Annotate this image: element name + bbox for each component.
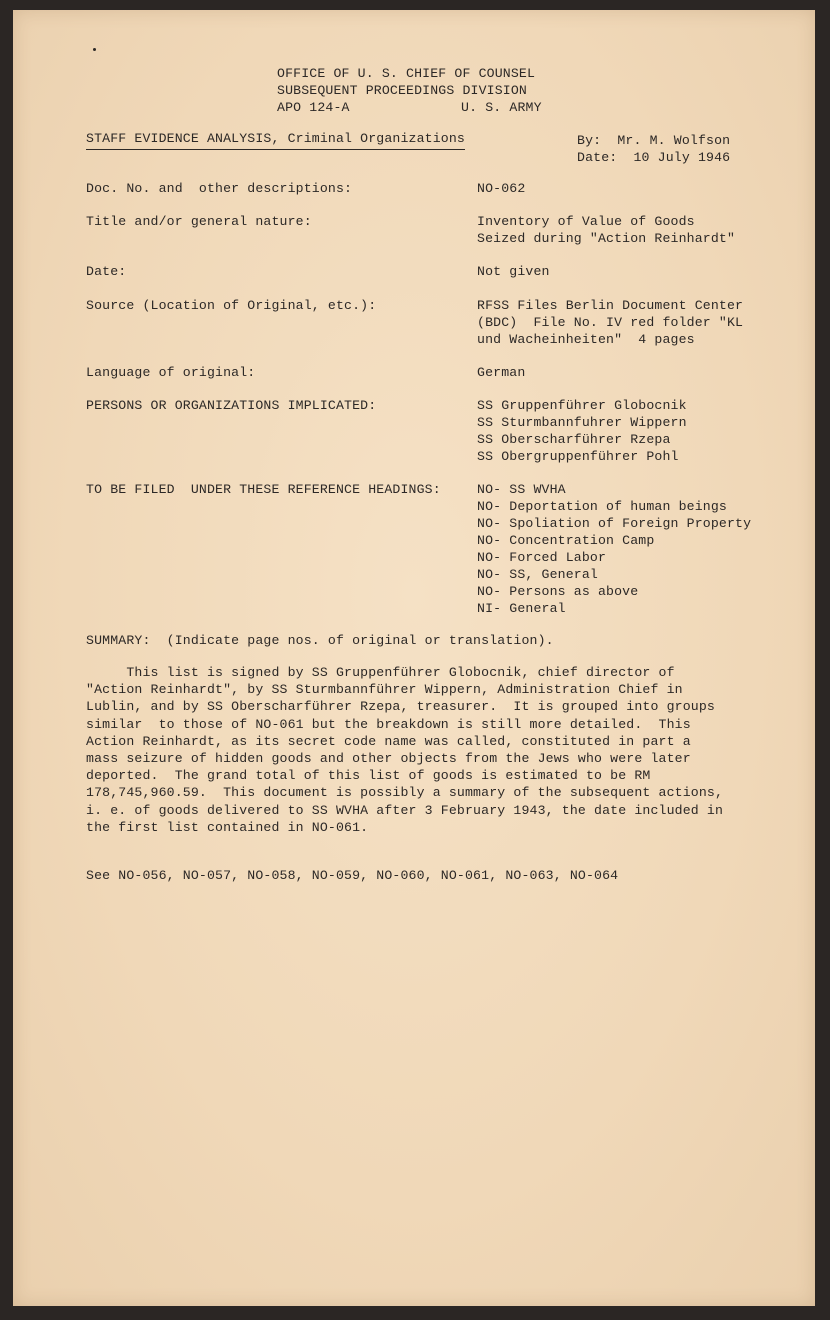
author-line: By: Mr. M. Wolfson [577,133,731,148]
list-item: NO- Deportation of human beings [477,499,727,514]
list-item: NO- SS, General [477,567,598,582]
summary-line: mass seizure of hidden goods and other objects from the Jews who were later [86,751,691,767]
persons-list [477,397,687,465]
date-label: Date: [86,264,127,279]
headings-label: TO BE FILED UNDER THESE REFERENCE HEADINGS: [86,482,441,497]
summary-paragraph [86,664,756,836]
ink-speck [93,48,96,51]
list-item: NO- SS WVHA [477,482,566,497]
summary-line: Action Reinhardt, as its secret code name was called, constituted in part a [86,733,691,749]
source-value-line2: (BDC) File No. IV red folder "KL [477,315,744,330]
see-also-references: See NO-056, NO-057, NO-058, NO-059, NO-060, NO-061, NO-063, NO-064 [86,868,619,883]
title-value-line1: Inventory of Value of Goods [477,214,695,229]
list-item: NI- General [477,601,566,616]
list-item: NO- Persons as above [477,584,639,599]
list-item: SS Obergruppenführer Pohl [477,449,679,464]
list-item: NO- Forced Labor [477,550,607,565]
list-item: SS Oberscharführer Rzepa [477,432,671,447]
date-line: Date: 10 July 1946 [577,150,731,165]
analysis-title: STAFF EVIDENCE ANALYSIS, Criminal Organizations [86,130,465,150]
persons-label: PERSONS OR ORGANIZATIONS IMPLICATED: [86,398,377,413]
language-value: German [477,365,526,380]
list-item: SS Sturmbannfuhrer Wippern [477,415,687,430]
summary-line: Lublin, and by SS Oberscharführer Rzepa, treasurer. It is grouped into groups [86,699,715,715]
summary-line: similar to those of NO-061 but the breakdown is still more detailed. This [86,716,691,732]
title-value-line2: Seized during "Action Reinhardt" [477,231,736,246]
list-item: NO- Spoliation of Foreign Property [477,516,752,531]
language-label: Language of original: [86,365,256,380]
summary-line: deported. The grand total of this list of goods is estimated to be RM [86,768,651,784]
header-office: OFFICE OF U. S. CHIEF OF COUNSEL [277,66,536,81]
summary-line: This list is signed by SS Gruppenführer Globocnik, chief director of [86,665,675,680]
title-label: Title and/or general nature: [86,214,312,229]
header-apo: APO 124-A [277,100,350,115]
summary-line: "Action Reinhardt", by SS Sturmbannführer Wippern, Administration Chief in [86,682,683,698]
source-value-line1: RFSS Files Berlin Document Center [477,298,744,313]
list-item: SS Gruppenführer Globocnik [477,398,687,413]
date-value: Not given [477,264,550,279]
header-army: U. S. ARMY [461,100,542,115]
source-label: Source (Location of Original, etc.): [86,298,377,313]
document-page [13,10,815,1306]
summary-line: 178,745,960.59. This document is possibly a summary of the subsequent actions, [86,785,724,801]
summary-line: i. e. of goods delivered to SS WVHA after 3 February 1943, the date included in [86,802,724,818]
headings-list [477,481,751,617]
source-value-line3: und Wacheinheiten" 4 pages [477,332,695,347]
doc-no-value: NO-062 [477,181,526,196]
summary-label: SUMMARY: (Indicate page nos. of original or translation). [86,633,554,648]
header-division: SUBSEQUENT PROCEEDINGS DIVISION [277,83,527,98]
doc-no-label: Doc. No. and other descriptions: [86,181,353,196]
summary-line: the first list contained in NO-061. [86,819,369,835]
list-item: NO- Concentration Camp [477,533,655,548]
